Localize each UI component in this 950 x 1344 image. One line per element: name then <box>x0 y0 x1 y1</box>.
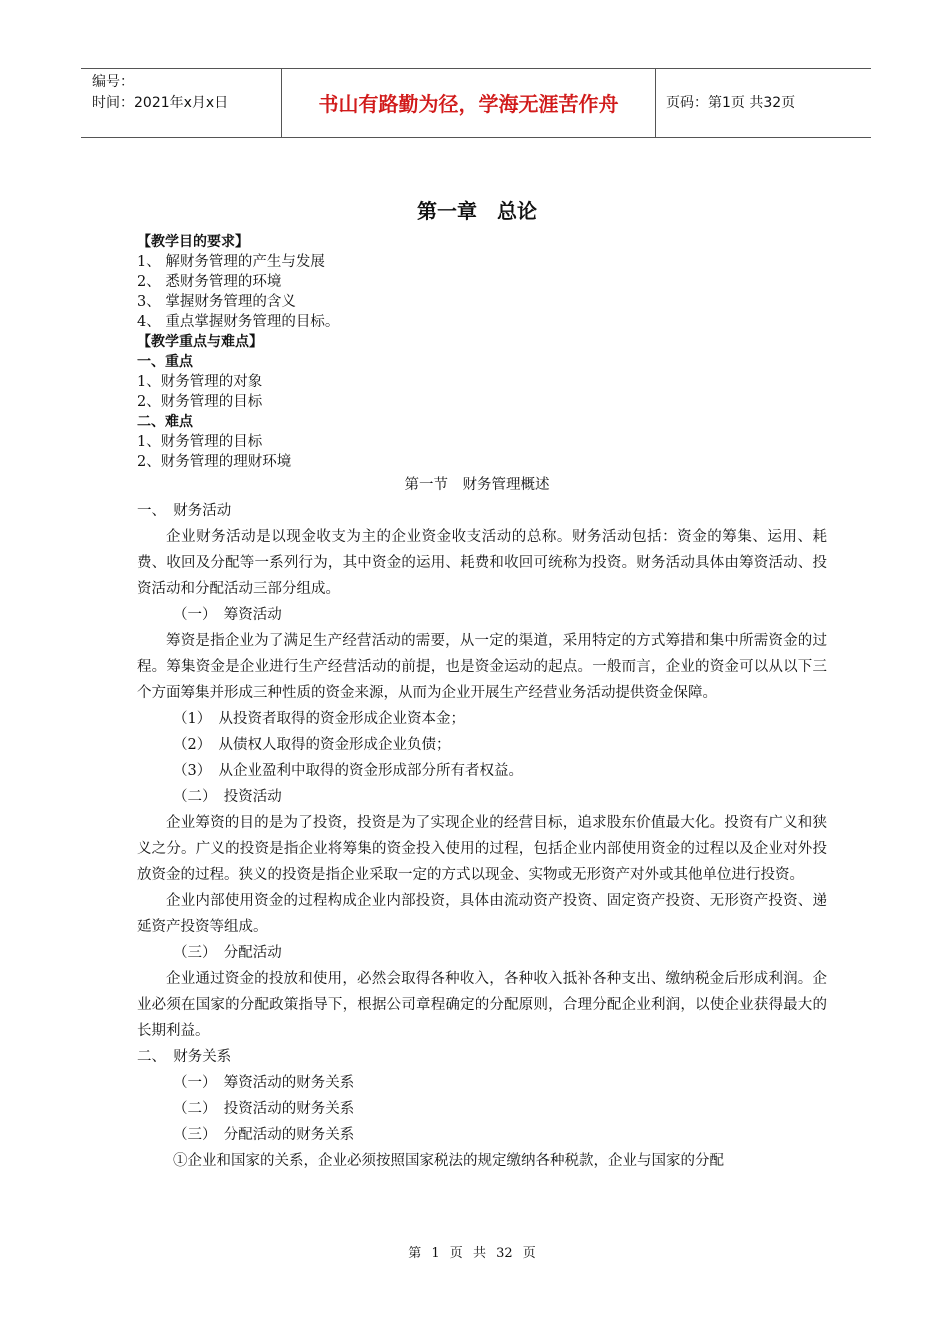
header-motto: 书山有路勤为径，学海无涯苦作舟 <box>318 92 619 116</box>
difficult-heading: 二、难点 <box>137 414 193 430</box>
list-item: （1） 从投资者取得的资金形成企业资本金； <box>173 711 465 727</box>
section-heading-financial-activities: 一、 财务活动 <box>137 503 232 519</box>
difficult-item: 1、财务管理的目标 <box>137 434 263 450</box>
paragraph-internal-investment: 企业内部使用资金的过程构成企业内部投资，具体由流动资产投资、固定资产投资、无形资产投资、递延资产投资等组成。 <box>137 893 827 935</box>
objective-item: 4、 重点掌握财务管理的目标。 <box>137 314 340 330</box>
section-heading-financial-relations: 二、 财务关系 <box>137 1049 232 1065</box>
paragraph-distribution: 企业通过资金的投放和使用，必然会取得各种收入，各种收入抵补各种支出、缴纳税金后形成利润。企业必须在国家的分配政策指导下，根据公司章程确定的分配原则，合理分配企业利润，以使企业获得最大的长期利益。 <box>137 971 827 1039</box>
list-item: （3） 从企业盈利中取得的资金形成部分所有者权益。 <box>173 763 523 779</box>
footer-gong: 共 <box>472 1246 486 1261</box>
subheading-investment: （二） 投资活动 <box>173 789 282 805</box>
key-item: 2、财务管理的目标 <box>137 394 263 410</box>
key-points-heading: 【教学重点与难点】 <box>137 334 263 350</box>
footer-ye2: 页 <box>522 1246 536 1261</box>
header-time-label: 时间：2021年x月x日 <box>92 95 229 111</box>
objective-item: 3、 掌握财务管理的含义 <box>137 294 296 310</box>
footer-ye: 页 <box>449 1246 463 1261</box>
difficult-item: 2、财务管理的理财环境 <box>137 454 292 470</box>
footer-page-number: 1 <box>431 1246 440 1261</box>
list-item: （2） 从债权人取得的资金形成企业负债； <box>173 737 451 753</box>
paragraph-investment: 企业筹资的目的是为了投资，投资是为了实现企业的经营目标，追求股东价值最大化。投资有广义和狭义之分。广义的投资是指企业将筹集的资金投入使用的过程，包括企业内部使用资金的过程以及企业对外投放资金的过程。狭义的投资是指企业采取一定的方式以现金、实物或无形资产对外或其他单位进行投资。 <box>137 815 827 883</box>
document-header <box>81 68 871 138</box>
relation-item: （三） 分配活动的财务关系 <box>173 1127 355 1143</box>
paragraph-state-relation: ①企业和国家的关系，企业必须按照国家税法的规定缴纳各种税款，企业与国家的分配 <box>173 1153 724 1169</box>
header-page-cell <box>656 69 871 137</box>
document-body <box>137 196 827 1174</box>
header-number-label: 编号： <box>92 74 134 90</box>
footer-total: 32 <box>496 1246 513 1261</box>
objective-item: 1、 解财务管理的产生与发展 <box>137 254 325 270</box>
header-info-cell <box>81 69 281 137</box>
relation-item: （二） 投资活动的财务关系 <box>173 1101 355 1117</box>
subheading-financing: （一） 筹资活动 <box>173 607 282 623</box>
objective-item: 2、 悉财务管理的环境 <box>137 274 282 290</box>
page-footer <box>0 1244 950 1264</box>
section-title: 第一节 财务管理概述 <box>404 477 550 493</box>
footer-di: 第 <box>408 1246 422 1261</box>
key-item: 1、财务管理的对象 <box>137 374 263 390</box>
header-motto-cell <box>281 69 656 137</box>
paragraph-financing: 筹资是指企业为了满足生产经营活动的需要，从一定的渠道，采用特定的方式筹措和集中所需资金的过程。筹集资金是企业进行生产经营活动的前提，也是资金运动的起点。一般而言，企业的资金可以从以下三个方面筹集并形成三种性质的资金来源，从而为企业开展生产经营业务活动提供资金保障。 <box>137 633 827 701</box>
objectives-heading: 【教学目的要求】 <box>137 234 249 250</box>
paragraph-financial-activities: 企业财务活动是以现金收支为主的企业资金收支活动的总称。财务活动包括：资金的筹集、运用、耗费、收回及分配等一系列行为，其中资金的运用、耗费和收回可统称为投资。财务活动具体由筹资活动、投资活动和分配活动三部分组成。 <box>137 529 827 597</box>
key-heading: 一、重点 <box>137 354 193 370</box>
relation-item: （一） 筹资活动的财务关系 <box>173 1075 355 1091</box>
subheading-distribution: （三） 分配活动 <box>173 945 282 961</box>
chapter-title: 第一章 总论 <box>417 199 537 223</box>
header-page-label: 页码：第1页 共32页 <box>666 95 796 111</box>
